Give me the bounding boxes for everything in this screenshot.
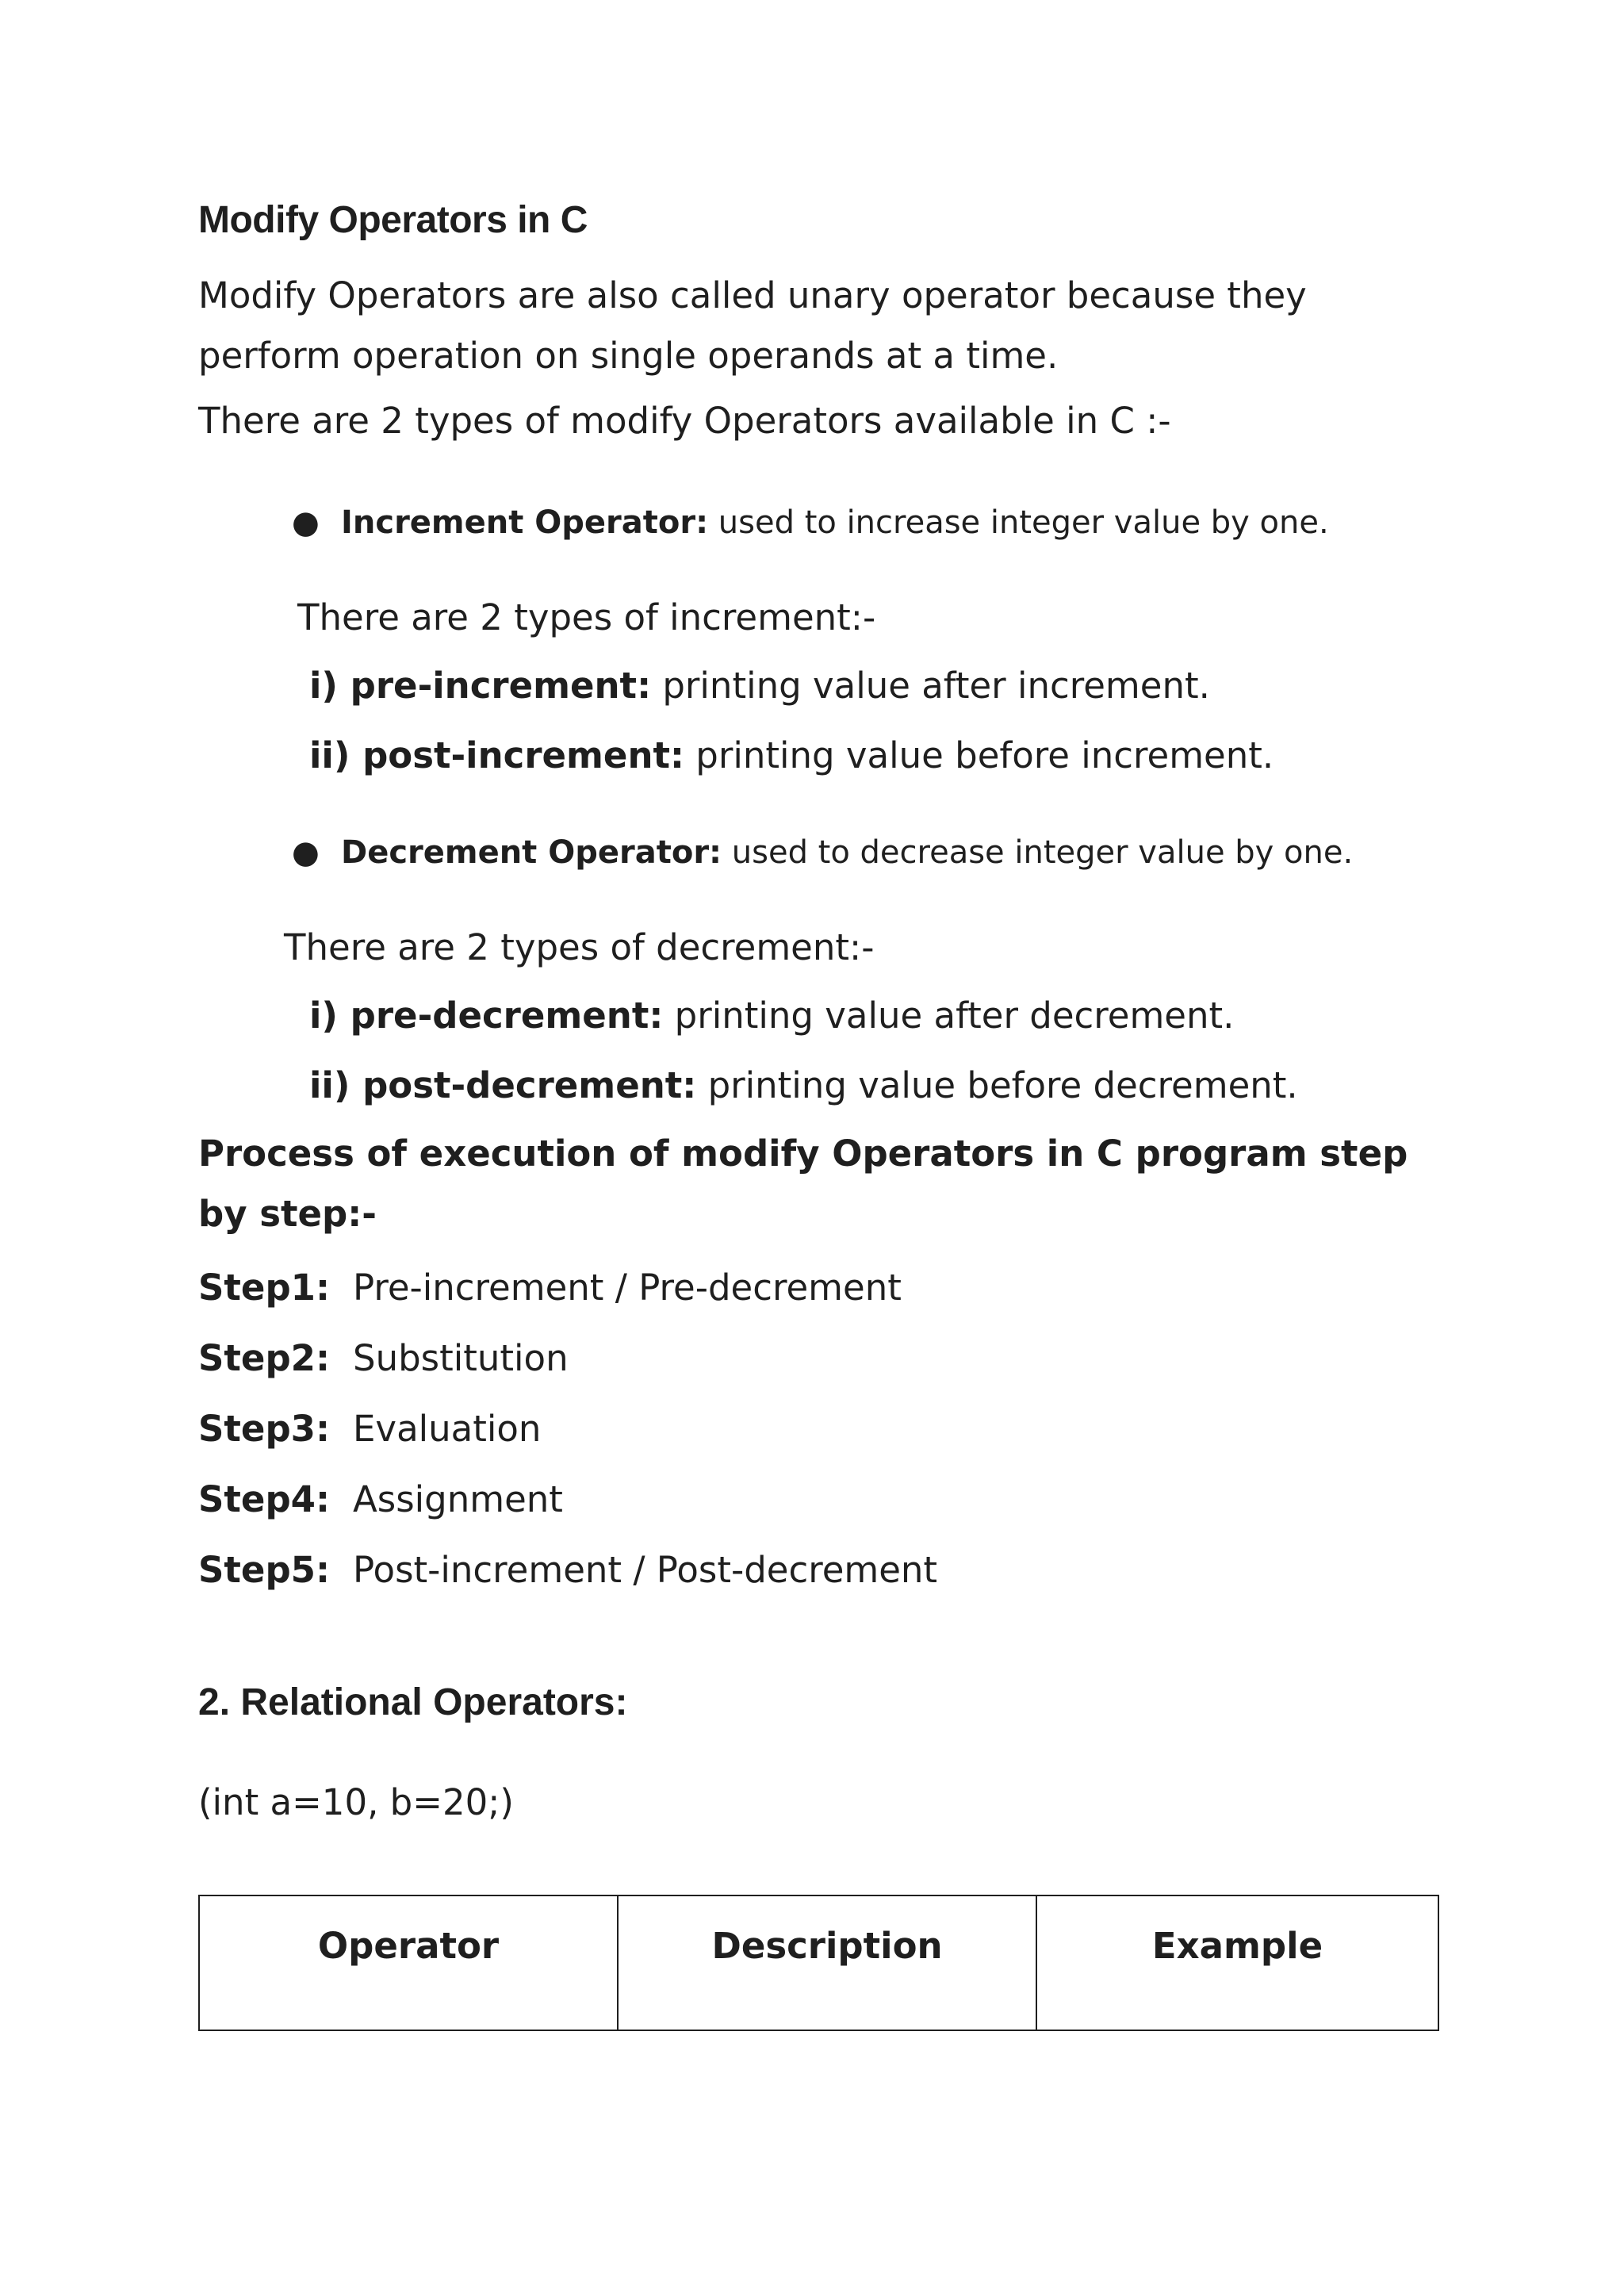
step-label: Step5: bbox=[198, 1549, 330, 1591]
bullet-label: Increment Operator: bbox=[341, 504, 709, 541]
section-title: Modify Operators in C bbox=[198, 199, 588, 241]
step-row bbox=[198, 1535, 1624, 1605]
step-row bbox=[198, 1393, 1624, 1464]
step-label: Step3: bbox=[198, 1408, 330, 1450]
step-text: Evaluation bbox=[353, 1408, 542, 1450]
relational-title: 2. Relational Operators: bbox=[198, 1681, 628, 1723]
list-item bbox=[198, 981, 1624, 1051]
list-item bbox=[198, 651, 1624, 721]
operators-table bbox=[198, 1895, 1439, 2031]
item-desc: printing value after increment. bbox=[651, 665, 1210, 707]
code-snippet: (int a=10, b=20;) bbox=[198, 1781, 514, 1823]
item-desc: printing value after decrement. bbox=[663, 995, 1235, 1037]
item-label: i) pre-decrement: bbox=[309, 995, 664, 1037]
table-header-row bbox=[199, 1895, 1438, 2030]
bullet-dot-icon: ● bbox=[292, 834, 320, 871]
step-label: Step2: bbox=[198, 1337, 330, 1379]
step-text: Assignment bbox=[353, 1478, 563, 1520]
item-label: ii) post-decrement: bbox=[309, 1064, 697, 1106]
table-header-example: Example bbox=[1036, 1895, 1438, 2030]
item-desc: printing value before increment. bbox=[684, 734, 1274, 776]
decrement-types-head: There are 2 types of decrement:- bbox=[284, 926, 875, 968]
bullet-label: Decrement Operator: bbox=[341, 834, 722, 871]
step-text: Pre-increment / Pre-decrement bbox=[353, 1267, 902, 1309]
step-row bbox=[198, 1323, 1624, 1393]
bullet-dot-icon: ● bbox=[292, 504, 320, 541]
step-row bbox=[198, 1464, 1624, 1535]
bullet-desc: used to increase integer value by one. bbox=[708, 504, 1329, 541]
step-text: Substitution bbox=[353, 1337, 569, 1379]
increment-types-head: There are 2 types of increment:- bbox=[297, 596, 876, 638]
bullet-desc: used to decrease integer value by one. bbox=[722, 834, 1354, 871]
bullet-increment bbox=[198, 499, 1624, 546]
item-label: i) pre-increment: bbox=[309, 665, 652, 707]
intro-paragraph: Modify Operators are also called unary operator because they perform operation on single operands at a time. bbox=[198, 274, 1307, 377]
step-row bbox=[198, 1252, 1624, 1323]
process-heading: Process of execution of modify Operators in C program step by step:- bbox=[198, 1133, 1408, 1235]
step-label: Step4: bbox=[198, 1478, 330, 1520]
bullet-decrement bbox=[198, 829, 1624, 876]
item-desc: printing value before decrement. bbox=[696, 1064, 1298, 1106]
step-label: Step1: bbox=[198, 1267, 330, 1309]
list-item bbox=[198, 721, 1624, 791]
list-item bbox=[198, 1051, 1624, 1121]
table-header-operator: Operator bbox=[199, 1895, 618, 2030]
step-text: Post-increment / Post-decrement bbox=[353, 1549, 938, 1591]
types-line: There are 2 types of modify Operators available in C :- bbox=[198, 400, 1171, 442]
table-header-description: Description bbox=[618, 1895, 1036, 2030]
item-label: ii) post-increment: bbox=[309, 734, 684, 776]
